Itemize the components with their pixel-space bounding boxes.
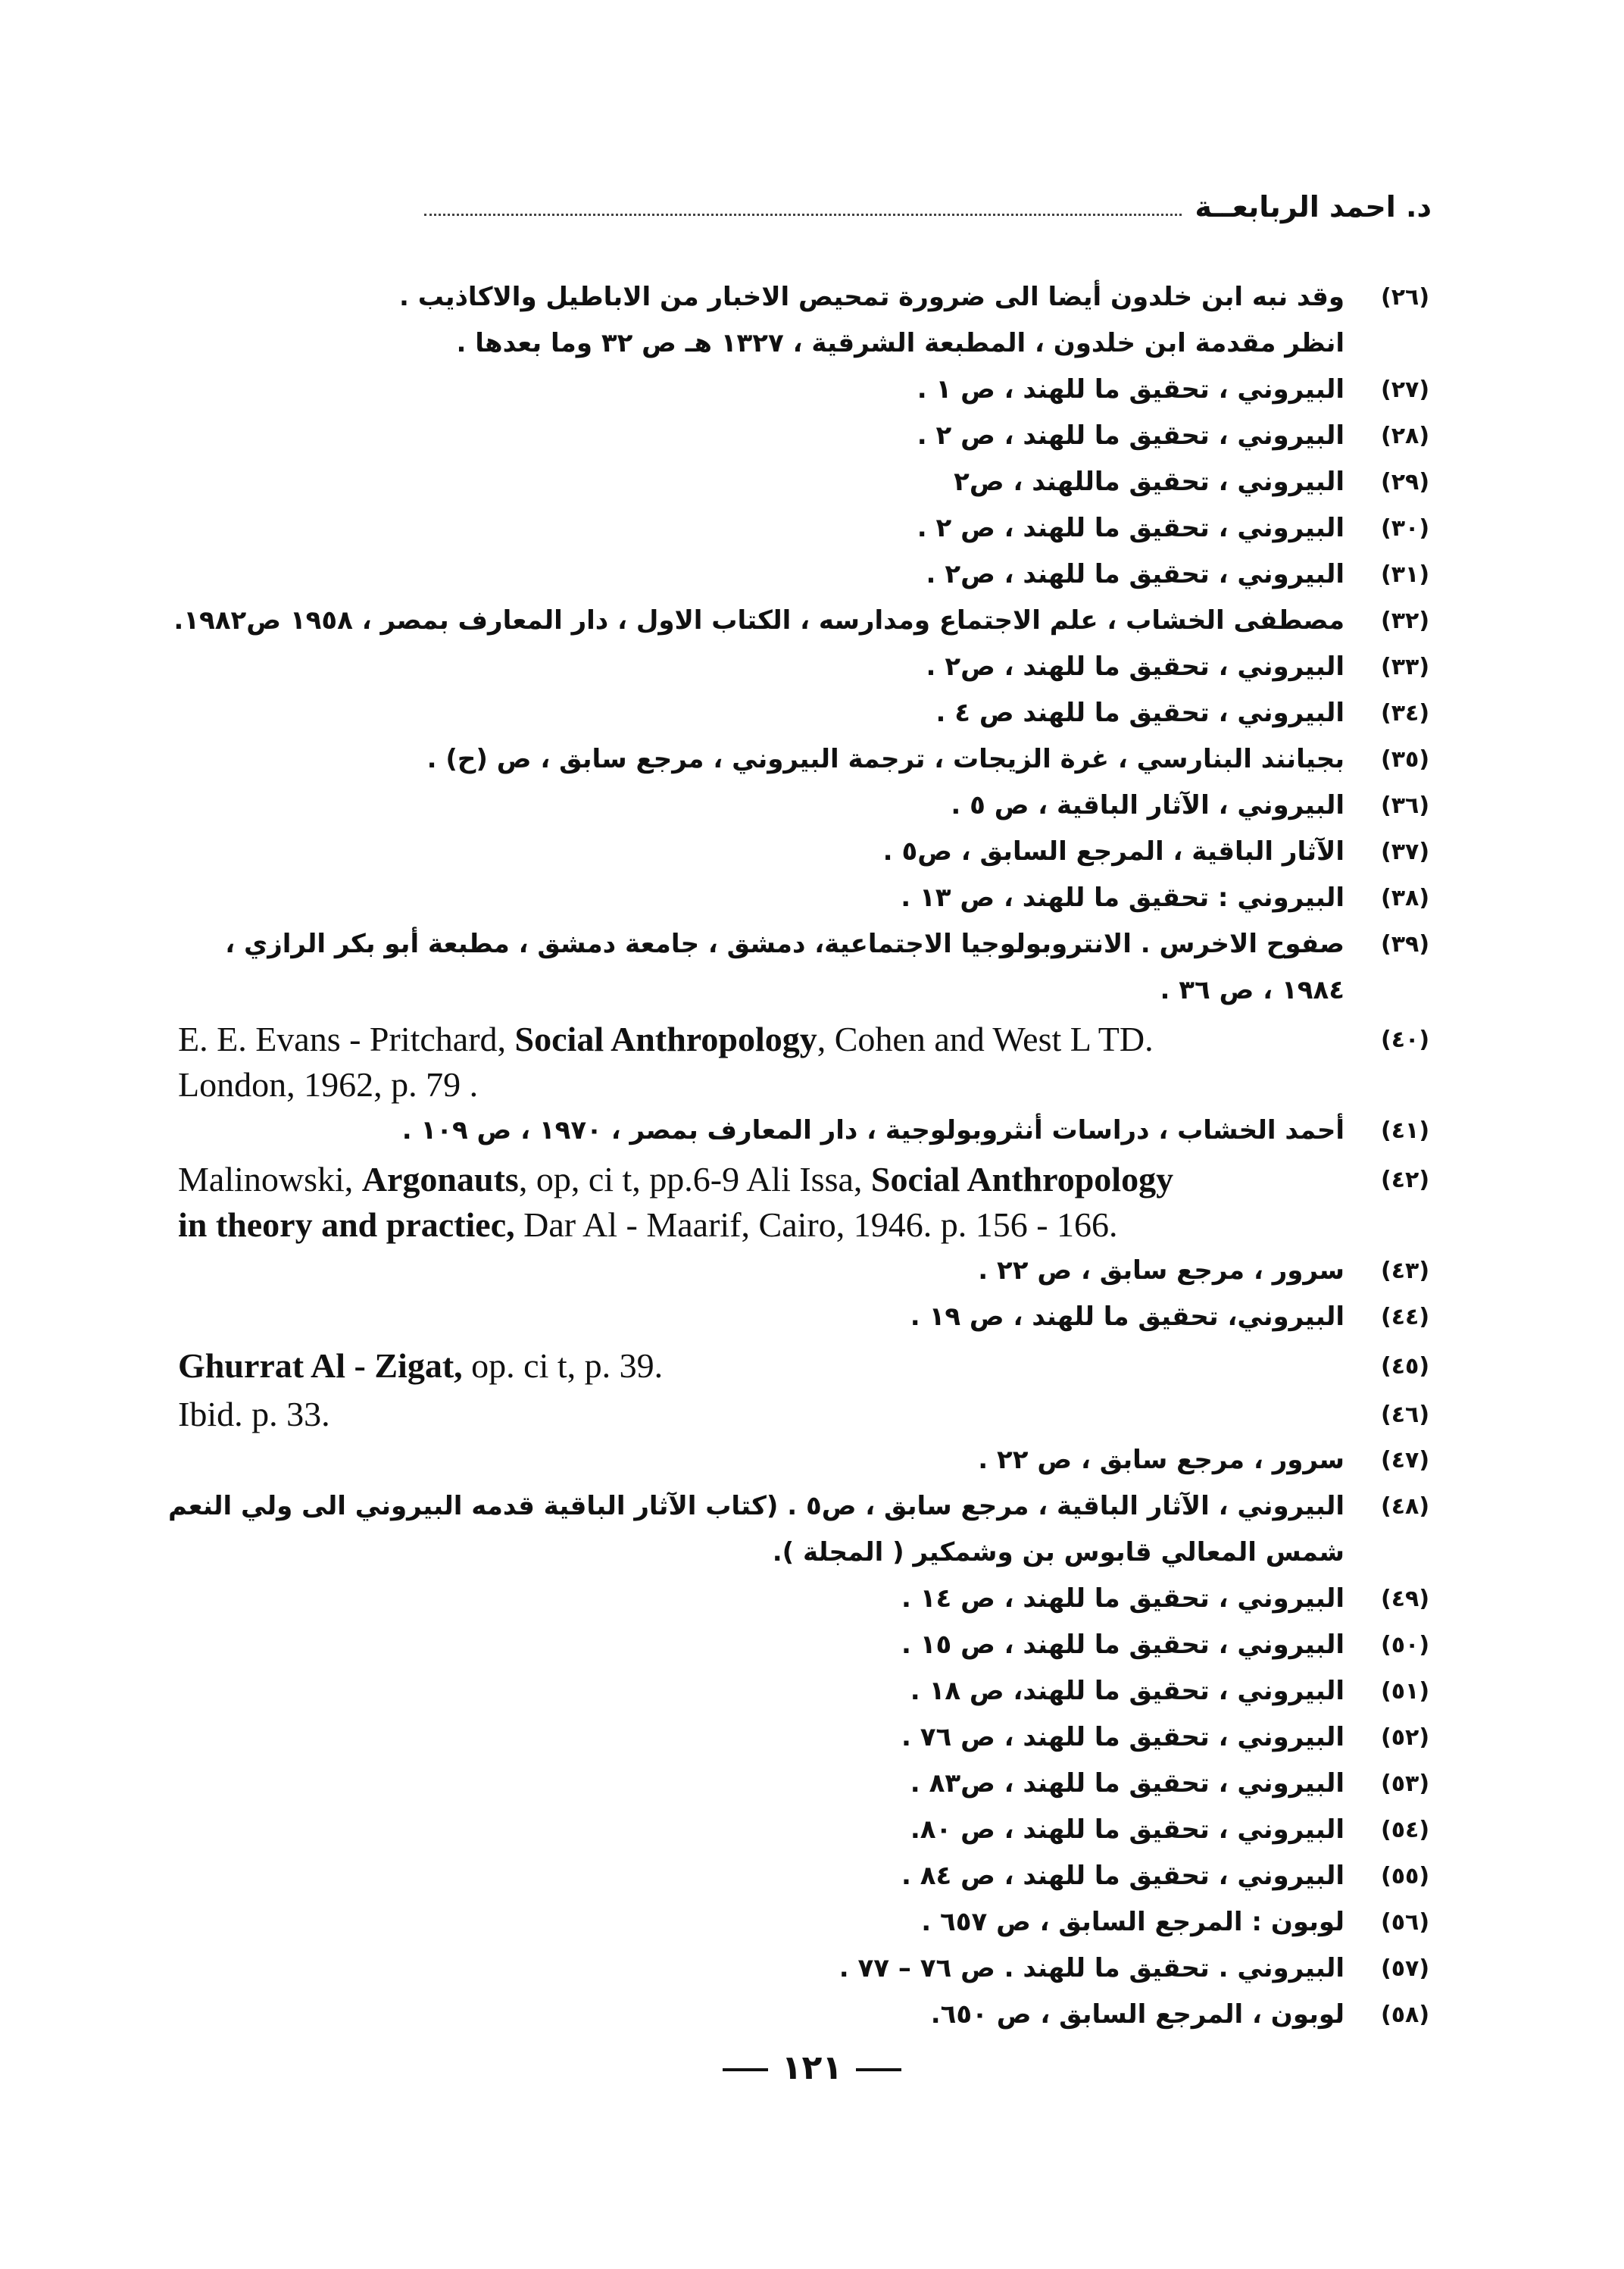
endnote [173, 598, 1435, 644]
page-number-text: ١٢١ [781, 2049, 843, 2087]
page-number-dash-right [856, 2068, 901, 2071]
endnote-number: (٣١) [1380, 561, 1430, 588]
endnote-line: البيروني ، تحقيق ما للهند ، ص ١٥ . [901, 1630, 1344, 1660]
header-dotted-rule [424, 214, 1182, 216]
endnote [178, 459, 1435, 505]
endnote [178, 921, 1435, 1014]
endnote-number: (٥٣) [1380, 1771, 1430, 1797]
endnote [178, 505, 1435, 552]
endnote-line: البيروني، تحقيق ما للهند ، ص ١٩ . [910, 1302, 1344, 1332]
endnote [178, 1157, 1435, 1248]
endnote-line: البيروني ، تحقيق ماللهند ، ص٢ [954, 467, 1344, 497]
endnote-number: (٥٢) [1380, 1724, 1430, 1751]
endnote-number: (٣٦) [1380, 792, 1430, 819]
endnote [178, 783, 1435, 829]
endnote [178, 1714, 1435, 1761]
endnote [178, 413, 1435, 459]
endnote-line: وقد نبه ابن خلدون أيضا الى ضرورة تمحيص الاخبار من الاباطيل والاكاذيب . [398, 282, 1344, 312]
endnote-line: البيروني ، تحقيق ما للهند ، ص٢ . [926, 559, 1344, 589]
endnote-number: (٣٩) [1380, 931, 1430, 958]
endnote-line: البيروني ، تحقيق ما للهند ، ص ١ . [917, 374, 1344, 405]
endnotes-list [168, 274, 1435, 2038]
endnote [178, 875, 1435, 921]
endnote [178, 1017, 1435, 1108]
endnote-line: الآثار الباقية ، المرجع السابق ، ص٥ . [882, 836, 1344, 867]
endnote-number: (٥٠) [1380, 1632, 1430, 1658]
endnote-line: البيروني . تحقيق ما للهند . ص ٧٦ – ٧٧ . [839, 1953, 1344, 1983]
endnote-line-latin: London, 1962, p. 79 . [178, 1065, 479, 1104]
endnote-line: البيروني ، الآثار الباقية ، مرجع سابق ، ص٥ . (كتاب الآثار الباقية قدمه البيروني الى ولي النعم [168, 1491, 1344, 1521]
endnote-line: البيروني ، تحقيق ما للهند ، ص ١٤ . [901, 1583, 1344, 1614]
endnote-line: البيروني ، تحقيق ما للهند ، ص ٢ . [917, 513, 1344, 543]
endnote [178, 1807, 1435, 1853]
endnote-line-latin: Ghurrat Al - Zigat, op. ci t, p. 39. [178, 1346, 664, 1385]
header-author: د. احمد الربابعــة [1195, 190, 1432, 223]
endnote-number: (٣٥) [1380, 746, 1430, 773]
endnote [178, 1343, 1435, 1389]
page-number [0, 2046, 1624, 2091]
endnote [178, 1294, 1435, 1340]
endnote-number: (٥٨) [1380, 2002, 1430, 2028]
endnote-line: مصطفى الخشاب ، علم الاجتماع ومدارسه ، الكتاب الاول ، دار المعارف بمصر ، ١٩٥٨ ص١٩٨٢. [173, 605, 1344, 636]
endnote-number: (٣٤) [1380, 700, 1430, 727]
endnote-line: لوبون : المرجع السابق ، ص ٦٥٧ . [921, 1907, 1344, 1937]
endnote-line: البيروني ، تحقيق ما للهند ، ص٨٣ . [910, 1768, 1344, 1799]
endnote-line: البيروني ، تحقيق ما للهند ، ص٢ . [926, 652, 1344, 682]
endnote [178, 1946, 1435, 1992]
endnote-line: سرور ، مرجع سابق ، ص ٢٢ . [978, 1445, 1344, 1475]
endnote-number: (٢٨) [1380, 423, 1430, 449]
endnote-line: انظر مقدمة ابن خلدون ، المطبعة الشرقية ، ١٣٢٧ هـ ص ٣٢ وما بعدها . [456, 328, 1344, 358]
running-header [424, 188, 1432, 233]
endnote-line: البيروني ، تحقيق ما للهند ، ص ٢ . [917, 420, 1344, 451]
endnote-number: (٥٧) [1380, 1955, 1430, 1982]
endnote-number: (٤٩) [1380, 1586, 1430, 1612]
endnote [178, 1761, 1435, 1807]
endnote-line-latin: Malinowski, Argonauts, op, ci t, pp.6-9 Ali Issa, Social Anthropology [178, 1160, 1174, 1199]
endnote-line: البيروني ، تحقيق ما للهند، ص ١٨ . [910, 1676, 1344, 1706]
endnote [178, 367, 1435, 413]
endnote-line: البيروني ، الآثار الباقية ، ص ٥ . [951, 790, 1344, 820]
endnote-number: (٣٨) [1380, 885, 1430, 911]
endnote-line: بجيانند البنارسي ، غرة الزيجات ، ترجمة البيروني ، مرجع سابق ، ص (ح) . [426, 744, 1344, 774]
endnote [178, 1899, 1435, 1946]
endnote-number: (٥٤) [1380, 1817, 1430, 1843]
endnote-line: البيروني ، تحقيق ما للهند ص ٤ . [935, 698, 1344, 728]
endnote [178, 1248, 1435, 1294]
endnote-number: (٤٣) [1380, 1258, 1430, 1284]
endnote-line: البيروني ، تحقيق ما للهند ، ص ٨٠. [910, 1814, 1344, 1845]
endnote-line-latin: E. E. Evans - Pritchard, Social Anthropology, Cohen and West L TD. [178, 1020, 1154, 1058]
endnote-number: (٤٤) [1380, 1304, 1430, 1330]
endnote-line: البيروني : تحقيق ما للهند ، ص ١٣ . [901, 883, 1344, 913]
endnote [178, 829, 1435, 875]
endnote-number: (٤٦) [1380, 1402, 1430, 1428]
endnote-number: (٢٦) [1380, 284, 1430, 311]
endnote [168, 1483, 1435, 1576]
endnote-line: سرور ، مرجع سابق ، ص ٢٢ . [978, 1255, 1344, 1286]
endnote-line: البيروني ، تحقيق ما للهند ، ص ٧٦ . [901, 1722, 1344, 1752]
endnote-number: (٢٧) [1380, 377, 1430, 403]
endnote [178, 1992, 1435, 2038]
endnote-number: (٤١) [1380, 1117, 1430, 1144]
endnote-number: (٣٣) [1380, 654, 1430, 680]
endnote-number: (٤٨) [1380, 1493, 1430, 1520]
endnote-number: (٣٧) [1380, 839, 1430, 865]
endnote [178, 1108, 1435, 1154]
endnote-line: شمس المعالي قابوس بن وشمكير ( المجلة ). [772, 1537, 1344, 1567]
endnote-number: (٤٠) [1380, 1027, 1430, 1053]
endnote-line-latin: in theory and practiec, Dar Al - Maarif, Cairo, 1946. p. 156 - 166. [178, 1205, 1118, 1244]
endnote [178, 644, 1435, 690]
endnote-number: (٥٦) [1380, 1909, 1430, 1936]
endnote-line-latin: Ibid. p. 33. [178, 1395, 330, 1433]
endnote [178, 552, 1435, 598]
endnote-number: (٤٥) [1380, 1353, 1430, 1380]
endnote-number: (٤٢) [1380, 1167, 1430, 1193]
endnote-line: أحمد الخشاب ، دراسات أنثروبولوجية ، دار المعارف بمصر ، ١٩٧٠ ، ص ١٠٩ . [401, 1115, 1344, 1145]
endnote [178, 274, 1435, 367]
endnote-line: ١٩٨٤ ، ص ٣٦ . [1160, 975, 1344, 1005]
endnote-number: (٥٥) [1380, 1863, 1430, 1889]
endnote-number: (٢٩) [1380, 469, 1430, 495]
endnote [178, 1622, 1435, 1668]
endnote [178, 1392, 1435, 1437]
endnote-number: (٥١) [1380, 1678, 1430, 1705]
endnote-number: (٣٠) [1380, 515, 1430, 542]
endnote-line: لوبون ، المرجع السابق ، ص ٦٥٠. [930, 1999, 1344, 2030]
endnote [178, 1668, 1435, 1714]
endnote [178, 736, 1435, 783]
endnote [178, 690, 1435, 736]
endnote [178, 1437, 1435, 1483]
endnote [178, 1853, 1435, 1899]
endnote-line: صفوح الاخرس . الانتروبولوجيا الاجتماعية، دمشق ، جامعة دمشق ، مطبعة أبو بكر الرازي ، [225, 929, 1344, 959]
endnote [178, 1576, 1435, 1622]
endnote-number: (٤٧) [1380, 1447, 1430, 1474]
endnote-number: (٣٢) [1380, 608, 1430, 634]
page-number-dash-left [723, 2068, 768, 2071]
endnote-line: البيروني ، تحقيق ما للهند ، ص ٨٤ . [901, 1861, 1344, 1891]
